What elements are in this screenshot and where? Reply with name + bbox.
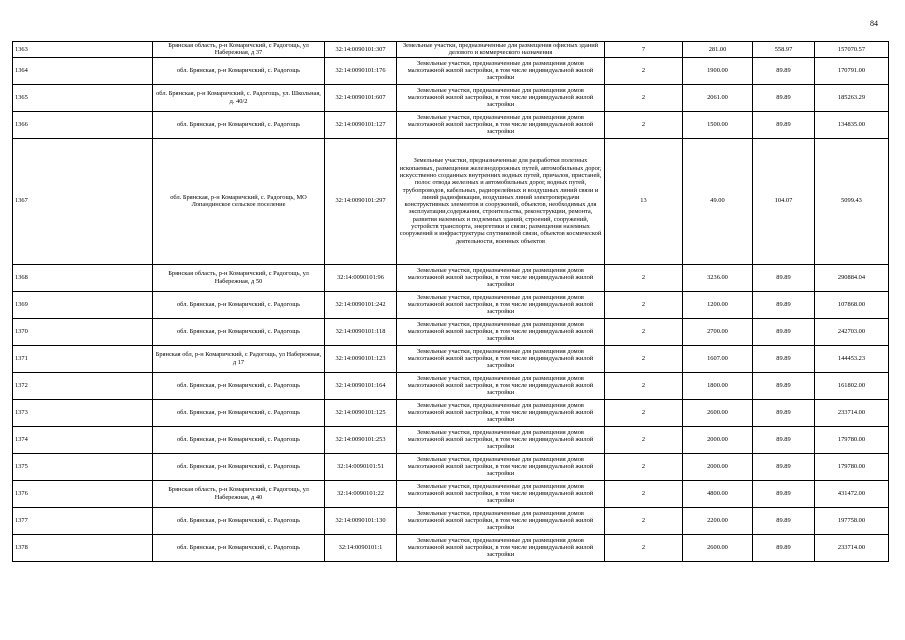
cadastral-value-cell: 157070.57 xyxy=(815,42,889,58)
permitted-use-cell: Земельные участки, предназначенные для размещения домов малоэтажной жилой застройки, в том числе индивидуальной жилой застройки xyxy=(397,318,605,345)
cadastral-value-cell: 134835.00 xyxy=(815,111,889,138)
cadastral-value-cell: 233714.00 xyxy=(815,534,889,561)
cadastral-value-cell: 161802.00 xyxy=(815,372,889,399)
cadastral-number-cell: 32:14:0090101:22 xyxy=(325,480,397,507)
cadastral-number-cell: 32:14:0090101:242 xyxy=(325,291,397,318)
row-number-cell: 1368 xyxy=(13,264,153,291)
page-number: 84 xyxy=(870,19,878,28)
use-group-cell: 2 xyxy=(605,57,683,84)
cadastral-value-cell: 290884.04 xyxy=(815,264,889,291)
address-cell: обл. Брянская, р-н Комаричский, с. Радогощь xyxy=(153,57,325,84)
cadastral-value-cell: 179780.00 xyxy=(815,453,889,480)
use-group-cell: 2 xyxy=(605,264,683,291)
permitted-use-cell: Земельные участки, предназначенные для размещения офисных зданий делового и коммерческого назначения xyxy=(397,42,605,58)
table-row xyxy=(13,291,889,318)
cadastral-value-cell: 185263.29 xyxy=(815,84,889,111)
cadastral-number-cell: 32:14:0090101:51 xyxy=(325,453,397,480)
specific-value-cell: 89.89 xyxy=(753,534,815,561)
table-row xyxy=(13,372,889,399)
cadastral-number-cell: 32:14:0090101:253 xyxy=(325,426,397,453)
cadastral-number-cell: 32:14:0090101:127 xyxy=(325,111,397,138)
cadastral-number-cell: 32:14:0090101:96 xyxy=(325,264,397,291)
row-number-cell: 1367 xyxy=(13,138,153,264)
permitted-use-cell: Земельные участки, предназначенные для размещения домов малоэтажной жилой застройки, в том числе индивидуальной жилой застройки xyxy=(397,399,605,426)
permitted-use-cell: Земельные участки, предназначенные для размещения домов малоэтажной жилой застройки, в том числе индивидуальной жилой застройки xyxy=(397,291,605,318)
row-number-cell: 1363 xyxy=(13,42,153,58)
address-cell: обл. Брянская, р-н Комаричский, с. Радогощь xyxy=(153,453,325,480)
table-row xyxy=(13,57,889,84)
cadastral-number-cell: 32:14:0090101:176 xyxy=(325,57,397,84)
row-number-cell: 1369 xyxy=(13,291,153,318)
area-cell: 2061.00 xyxy=(683,84,753,111)
cadastral-number-cell: 32:14:0090101:118 xyxy=(325,318,397,345)
table-row xyxy=(13,480,889,507)
specific-value-cell: 89.89 xyxy=(753,480,815,507)
row-number-cell: 1375 xyxy=(13,453,153,480)
row-number-cell: 1376 xyxy=(13,480,153,507)
use-group-cell: 2 xyxy=(605,111,683,138)
specific-value-cell: 104.07 xyxy=(753,138,815,264)
address-cell: обл. Брянская, р-н Комаричский, с. Радогощь xyxy=(153,399,325,426)
cadastral-value-cell: 233714.00 xyxy=(815,399,889,426)
permitted-use-cell: Земельные участки, предназначенные для размещения домов малоэтажной жилой застройки, в том числе индивидуальной жилой застройки xyxy=(397,534,605,561)
use-group-cell: 7 xyxy=(605,42,683,58)
cadastral-number-cell: 32:14:0090101:123 xyxy=(325,345,397,372)
use-group-cell: 2 xyxy=(605,426,683,453)
table-row xyxy=(13,507,889,534)
area-cell: 1900.00 xyxy=(683,57,753,84)
cadastral-number-cell: 32:14:0090101:164 xyxy=(325,372,397,399)
permitted-use-cell: Земельные участки, предназначенные для разработки полезных ископаемых, размещения железнодорожных путей, автомобильных дорог, искусственно созданных внутренних водных путей, причалов, пристаней, полос отвода железных и автомобильных дорог, водных путей, трубопроводов, кабельных, радиорелейных и воздушных линий связи и линий радиофикации, воздушных линий электропередачи конструктивных элементов и сооружений, объектов, необходимых для эксплуатации,содержания, строительства, реконструкции, ремонта, развития наземных и подземных зданий, строений, сооружений, устройств транспорта, энергетики и связи; размещения наземных сооружений и инфраструктуры спутниковой связи, объектов космической деятельности, военных объектов xyxy=(397,138,605,264)
cadastral-value-cell: 144453.23 xyxy=(815,345,889,372)
cadastral-value-cell: 107868.00 xyxy=(815,291,889,318)
specific-value-cell: 89.89 xyxy=(753,372,815,399)
cadastral-value-cell: 170791.00 xyxy=(815,57,889,84)
specific-value-cell: 89.89 xyxy=(753,291,815,318)
specific-value-cell: 89.89 xyxy=(753,318,815,345)
row-number-cell: 1364 xyxy=(13,57,153,84)
area-cell: 3236.00 xyxy=(683,264,753,291)
cadastral-value-cell: 431472.00 xyxy=(815,480,889,507)
cadastral-value-cell: 179780.00 xyxy=(815,426,889,453)
table-row xyxy=(13,318,889,345)
address-cell: обл. Брянская, р-н Комаричский, с. Радогощь xyxy=(153,111,325,138)
address-cell: обл. Брянская, р-н Комаричский, с. Радогощь xyxy=(153,291,325,318)
address-cell: обл. Брянская, р-н Комаричский, с. Радогощь, МО Лопандинское сельское поселение xyxy=(153,138,325,264)
address-cell: обл. Брянская, р-н Комаричский, с. Радогощь xyxy=(153,372,325,399)
use-group-cell: 2 xyxy=(605,318,683,345)
row-number-cell: 1378 xyxy=(13,534,153,561)
table-row xyxy=(13,138,889,264)
area-cell: 1200.00 xyxy=(683,291,753,318)
cadastral-value-cell: 197758.00 xyxy=(815,507,889,534)
permitted-use-cell: Земельные участки, предназначенные для размещения домов малоэтажной жилой застройки, в том числе индивидуальной жилой застройки xyxy=(397,480,605,507)
area-cell: 2600.00 xyxy=(683,534,753,561)
table-row xyxy=(13,84,889,111)
use-group-cell: 2 xyxy=(605,453,683,480)
permitted-use-cell: Земельные участки, предназначенные для размещения домов малоэтажной жилой застройки, в том числе индивидуальной жилой застройки xyxy=(397,111,605,138)
land-registry-table xyxy=(12,41,889,562)
cadastral-number-cell: 32:14:0090101:1 xyxy=(325,534,397,561)
row-number-cell: 1372 xyxy=(13,372,153,399)
cadastral-number-cell: 32:14:0090101:307 xyxy=(325,42,397,58)
row-number-cell: 1373 xyxy=(13,399,153,426)
specific-value-cell: 89.89 xyxy=(753,264,815,291)
address-cell: обл. Брянская, р-н Комаричский, с. Радогощь xyxy=(153,426,325,453)
specific-value-cell: 89.89 xyxy=(753,57,815,84)
permitted-use-cell: Земельные участки, предназначенные для размещения домов малоэтажной жилой застройки, в том числе индивидуальной жилой застройки xyxy=(397,507,605,534)
specific-value-cell: 89.89 xyxy=(753,399,815,426)
cadastral-value-cell: 5099.43 xyxy=(815,138,889,264)
table-row xyxy=(13,534,889,561)
area-cell: 2600.00 xyxy=(683,399,753,426)
table-row xyxy=(13,399,889,426)
cadastral-number-cell: 32:14:0090101:130 xyxy=(325,507,397,534)
table-row xyxy=(13,453,889,480)
address-cell: Брянская обл, р-н Комаричский, с Радогощь, ул Набережная, д 17 xyxy=(153,345,325,372)
address-cell: Брянская область, р-н Комаричский, с Радогощь, ул Набережная, д 40 xyxy=(153,480,325,507)
cadastral-number-cell: 32:14:0090101:607 xyxy=(325,84,397,111)
address-cell: обл. Брянская, р-н Комаричский, с. Радогощь, ул. Школьная, д. 40/2 xyxy=(153,84,325,111)
cadastral-number-cell: 32:14:0090101:125 xyxy=(325,399,397,426)
area-cell: 2000.00 xyxy=(683,453,753,480)
specific-value-cell: 89.89 xyxy=(753,453,815,480)
use-group-cell: 2 xyxy=(605,480,683,507)
use-group-cell: 2 xyxy=(605,507,683,534)
row-number-cell: 1366 xyxy=(13,111,153,138)
cadastral-number-cell: 32:14:0090101:297 xyxy=(325,138,397,264)
area-cell: 49.00 xyxy=(683,138,753,264)
area-cell: 1800.00 xyxy=(683,372,753,399)
area-cell: 4800.00 xyxy=(683,480,753,507)
row-number-cell: 1371 xyxy=(13,345,153,372)
use-group-cell: 2 xyxy=(605,372,683,399)
table-row xyxy=(13,42,889,58)
use-group-cell: 2 xyxy=(605,534,683,561)
permitted-use-cell: Земельные участки, предназначенные для размещения домов малоэтажной жилой застройки, в том числе индивидуальной жилой застройки xyxy=(397,372,605,399)
area-cell: 281.00 xyxy=(683,42,753,58)
specific-value-cell: 89.89 xyxy=(753,84,815,111)
use-group-cell: 13 xyxy=(605,138,683,264)
area-cell: 2200.00 xyxy=(683,507,753,534)
specific-value-cell: 558.97 xyxy=(753,42,815,58)
address-cell: обл. Брянская, р-н Комаричский, с. Радогощь xyxy=(153,534,325,561)
permitted-use-cell: Земельные участки, предназначенные для размещения домов малоэтажной жилой застройки, в том числе индивидуальной жилой застройки xyxy=(397,84,605,111)
row-number-cell: 1377 xyxy=(13,507,153,534)
address-cell: Брянская область, р-н Комаричский, с Радогощь, ул Набережная, д 37 xyxy=(153,42,325,58)
table-body xyxy=(13,42,889,562)
address-cell: Брянская область, р-н Комаричский, с Радогощь, ул Набережная, д 50 xyxy=(153,264,325,291)
permitted-use-cell: Земельные участки, предназначенные для размещения домов малоэтажной жилой застройки, в том числе индивидуальной жилой застройки xyxy=(397,426,605,453)
use-group-cell: 2 xyxy=(605,291,683,318)
use-group-cell: 2 xyxy=(605,345,683,372)
use-group-cell: 2 xyxy=(605,399,683,426)
specific-value-cell: 89.89 xyxy=(753,426,815,453)
specific-value-cell: 89.89 xyxy=(753,507,815,534)
table-row xyxy=(13,111,889,138)
permitted-use-cell: Земельные участки, предназначенные для размещения домов малоэтажной жилой застройки, в том числе индивидуальной жилой застройки xyxy=(397,453,605,480)
address-cell: обл. Брянская, р-н Комаричский, с. Радогощь xyxy=(153,318,325,345)
cadastral-value-cell: 242703.00 xyxy=(815,318,889,345)
area-cell: 1607.00 xyxy=(683,345,753,372)
area-cell: 2700.00 xyxy=(683,318,753,345)
table-row xyxy=(13,345,889,372)
permitted-use-cell: Земельные участки, предназначенные для размещения домов малоэтажной жилой застройки, в том числе индивидуальной жилой застройки xyxy=(397,57,605,84)
area-cell: 2000.00 xyxy=(683,426,753,453)
table-row xyxy=(13,426,889,453)
area-cell: 1500.00 xyxy=(683,111,753,138)
row-number-cell: 1370 xyxy=(13,318,153,345)
permitted-use-cell: Земельные участки, предназначенные для размещения домов малоэтажной жилой застройки, в том числе индивидуальной жилой застройки xyxy=(397,264,605,291)
table-row xyxy=(13,264,889,291)
specific-value-cell: 89.89 xyxy=(753,345,815,372)
specific-value-cell: 89.89 xyxy=(753,111,815,138)
address-cell: обл. Брянская, р-н Комаричский, с. Радогощь xyxy=(153,507,325,534)
permitted-use-cell: Земельные участки, предназначенные для размещения домов малоэтажной жилой застройки, в том числе индивидуальной жилой застройки xyxy=(397,345,605,372)
use-group-cell: 2 xyxy=(605,84,683,111)
row-number-cell: 1374 xyxy=(13,426,153,453)
row-number-cell: 1365 xyxy=(13,84,153,111)
